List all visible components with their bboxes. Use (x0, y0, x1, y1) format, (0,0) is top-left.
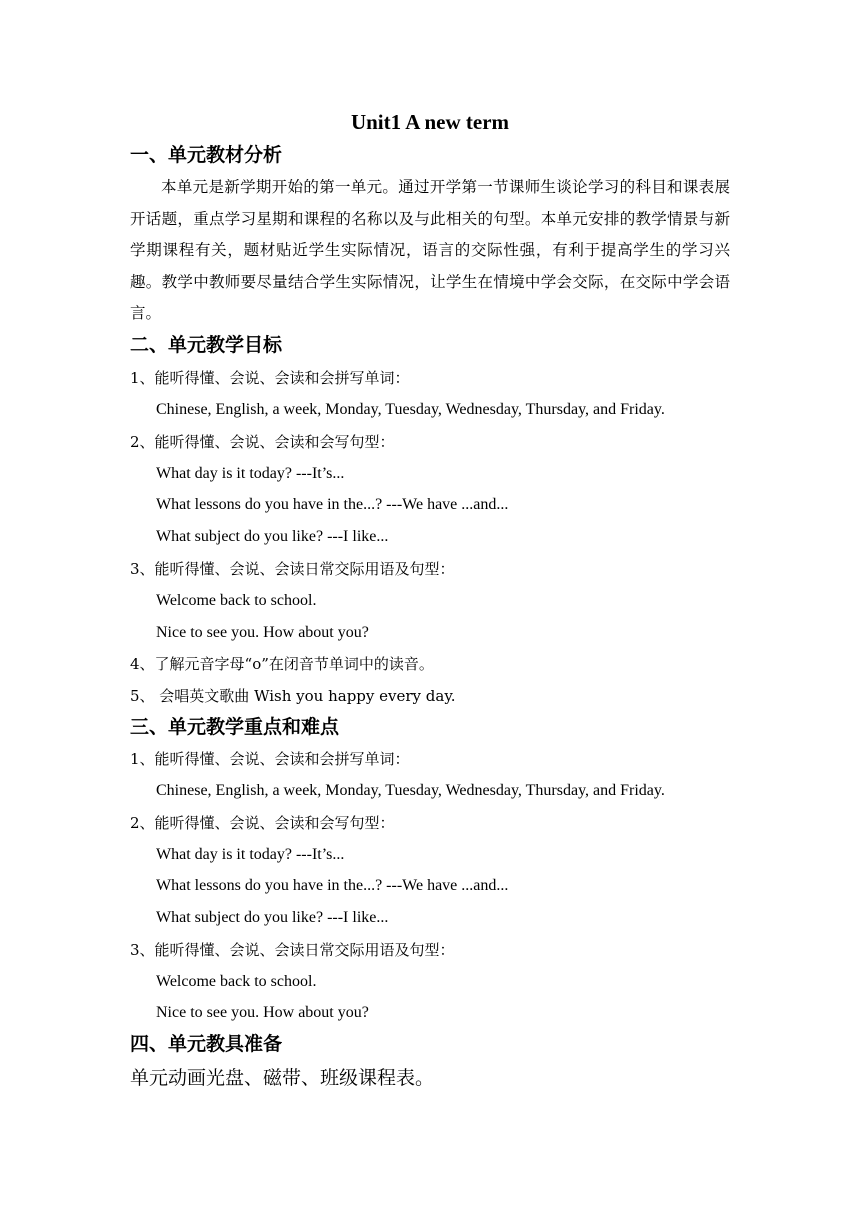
objective-item-2-sentence-2: What lessons do you have in the...? ---We have ...and... (156, 496, 509, 513)
objective-item-3-sentence-2: Nice to see you. How about you? (156, 624, 369, 641)
objective-item-1: 1、能听得懂、会说、会读和会拼写单词： (130, 369, 410, 387)
objective-item-2: 2、能听得懂、会说、会读和会写句型： (130, 433, 395, 451)
key-point-item-2-sentence-3: What subject do you like? ---I like... (156, 909, 389, 926)
key-point-item-2: 2、能听得懂、会说、会读和会写句型： (130, 814, 395, 832)
objective-item-1-words: Chinese, English, a week, Monday, Tuesday, Wednesday, Thursday, and Friday. (156, 401, 665, 418)
document-title: Unit1 A new term (350, 110, 510, 134)
objective-item-5: 5、 会唱英文歌曲 Wish you happy every day. (130, 687, 456, 705)
section-heading-materials: 四、单元教具准备 (130, 1033, 283, 1055)
key-point-item-2-sentence-1: What day is it today? ---It’s... (156, 846, 345, 863)
materials-text: 单元动画光盘、磁带、班级课程表。 (130, 1067, 435, 1089)
objective-item-2-sentence-1: What day is it today? ---It’s... (156, 465, 345, 482)
key-point-item-3: 3、能听得懂、会说、会读日常交际用语及句型： (130, 941, 455, 959)
key-point-item-3-sentence-1: Welcome back to school. (156, 973, 317, 990)
section-heading-analysis: 一、单元教材分析 (130, 144, 283, 166)
objective-item-3: 3、能听得懂、会说、会读日常交际用语及句型： (130, 560, 455, 578)
key-point-item-2-sentence-2: What lessons do you have in the...? ---We have ...and... (156, 877, 509, 894)
key-point-item-1-words: Chinese, English, a week, Monday, Tuesday, Wednesday, Thursday, and Friday. (156, 782, 665, 799)
section-heading-key-points: 三、单元教学重点和难点 (130, 716, 340, 738)
objective-item-3-sentence-1: Welcome back to school. (156, 592, 317, 609)
analysis-paragraph: 本单元是新学期开始的第一单元。通过开学第一节课师生谈论学习的科目和课表展开话题，重点学习星期和课程的名称以及与此相关的句型。本单元安排的教学情景与新学期课程有关，题材贴近学生实际情况，语言的交际性强，有利于提高学生的学习兴趣。教学中教师要尽量结合学生实际情况，让学生在情境中学会交际，在交际中学会语言。 (130, 178, 730, 322)
key-point-item-3-sentence-2: Nice to see you. How about you? (156, 1004, 369, 1021)
objective-item-2-sentence-3: What subject do you like? ---I like... (156, 528, 389, 545)
key-point-item-1: 1、能听得懂、会说、会读和会拼写单词： (130, 750, 410, 768)
objective-item-4: 4、了解元音字母“o”在闭音节单词中的读音。 (130, 655, 434, 673)
section-heading-objectives: 二、单元教学目标 (130, 334, 283, 356)
